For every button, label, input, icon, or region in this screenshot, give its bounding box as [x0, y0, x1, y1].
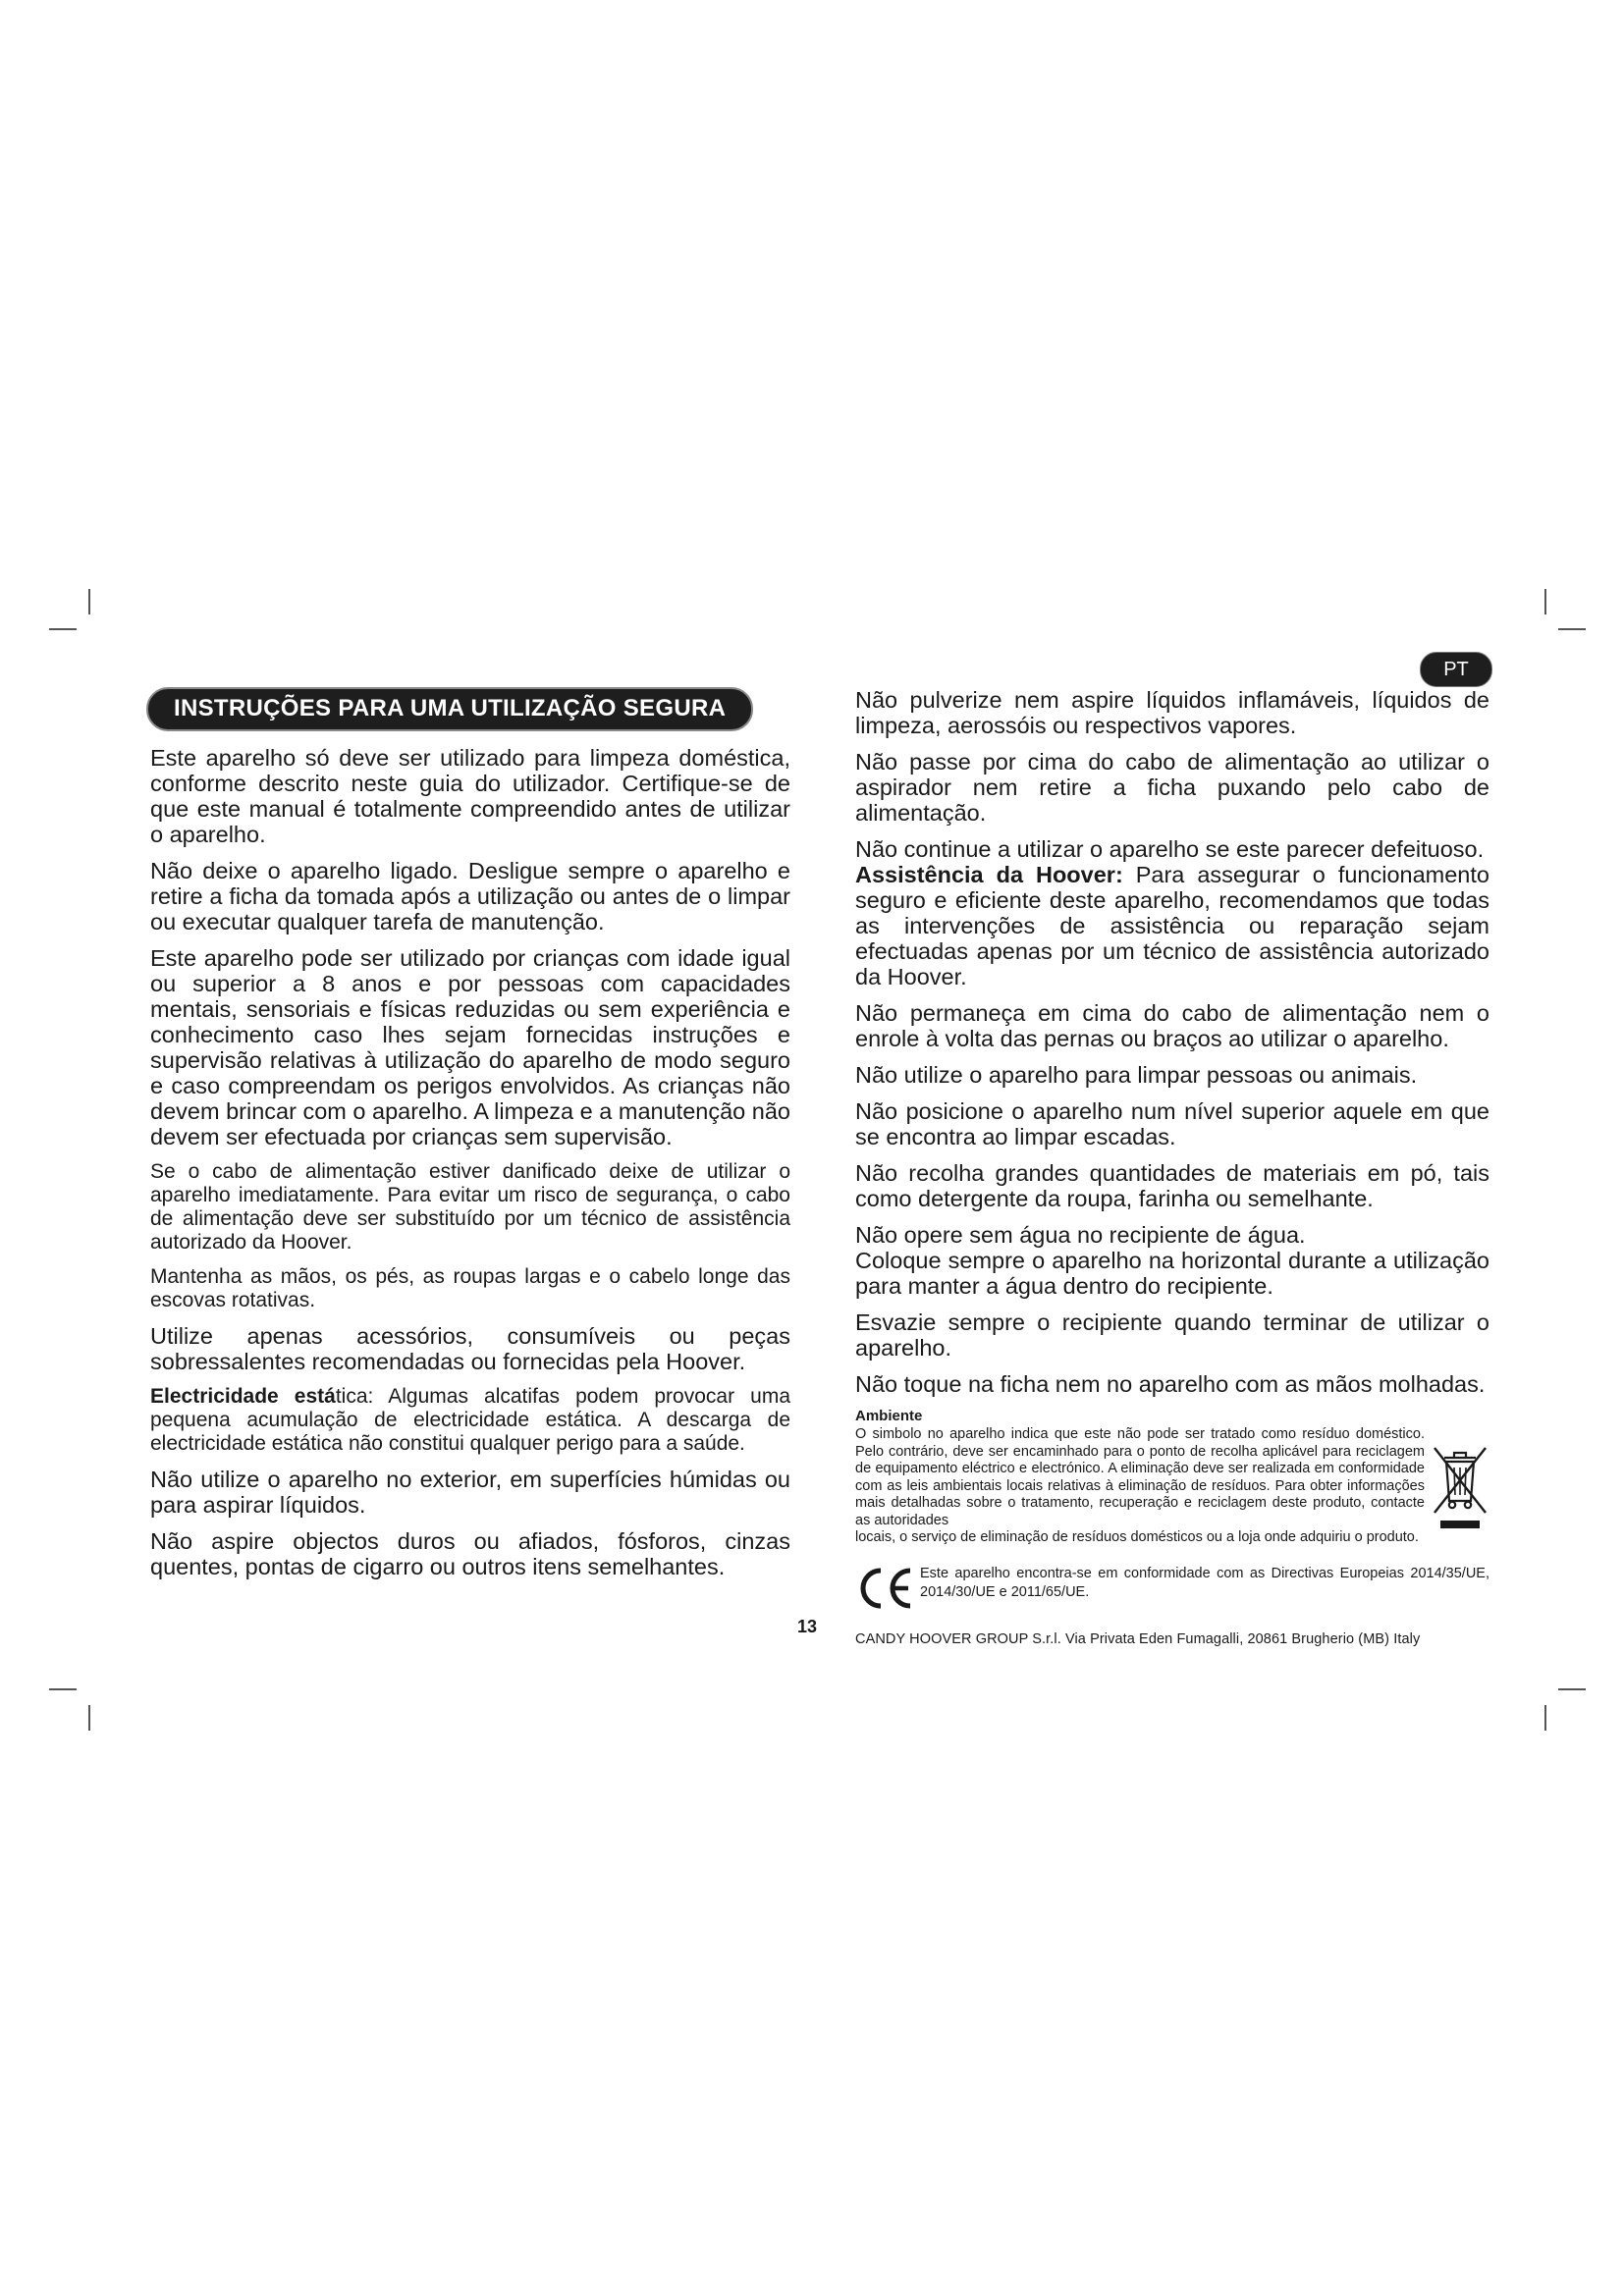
paragraph-damaged-cable: Se o cabo de alimentação estiver danificado deixe de utilizar o aparelho imediatamente. Para evitar um risco de segurança, o cabo de alimentação deve ser substituído por um técnico de assistência autorizado da Hoover. — [150, 1160, 790, 1254]
crop-mark — [1544, 1705, 1546, 1731]
ce-mark-icon — [855, 1565, 916, 1612]
paragraph-people-animals: Não utilize o aparelho para limpar pessoas ou animais. — [855, 1062, 1418, 1088]
paragraph-unplug: Não deixe o aparelho ligado. Desligue sempre o aparelho e retire a ficha da tomada após a utilização ou antes de o limpar ou executar qualquer tarefa de manutenção. — [150, 858, 790, 934]
paragraph-domestic-use: Este aparelho só deve ser utilizado para limpeza doméstica, conforme descrito neste guia do utilizador. Certifique-se de que este manual é totalmente compreendido antes de utilizar o aparelho. — [150, 745, 790, 847]
left-column — [150, 687, 790, 1590]
crop-mark — [49, 628, 77, 630]
crop-mark — [88, 1705, 90, 1731]
paragraph-outdoors: Não utilize o aparelho no exterior, em superfícies húmidas ou para aspirar líquidos. — [150, 1467, 790, 1518]
hoover-service-label: Assistência da Hoover: — [855, 862, 1123, 887]
paragraph-water-tank — [855, 1222, 1489, 1299]
crop-mark — [1544, 589, 1546, 614]
crop-mark — [1558, 1688, 1586, 1690]
paragraph-stand-on-cable: Não permaneça em cima do cabo de alimentação nem o enrole à volta das pernas ou braços ao utilizar o aparelho. — [855, 1000, 1489, 1051]
section-title: INSTRUÇÕES PARA UMA UTILIZAÇÃO SEGURA — [146, 687, 753, 731]
paragraph-accessories: Utilize apenas acessórios, consumíveis ou peças sobressalentes recomendadas ou fornecidas pela Hoover. — [150, 1323, 790, 1374]
environment-title: Ambiente — [855, 1408, 923, 1424]
environment-text-last: locais, o serviço de eliminação de resíduos domésticos ou a loja onde adquiriu o produto. — [855, 1529, 1419, 1545]
environment-section — [855, 1426, 1489, 1547]
paragraph-empty-tank: Esvazie sempre o recipiente quando terminar de utilizar o aparelho. — [855, 1309, 1489, 1361]
ce-text: Este aparelho encontra-se em conformidade com as Directivas Europeias 2014/35/UE, 2014/30/UE e 2011/65/UE. — [920, 1565, 1489, 1600]
hoover-service-text: Para assegurar o funcionamento seguro e eficiente deste aparelho, recomendamos que todas as intervenções de assistência ou reparação sejam efectuadas apenas por um técnico de assistência autorizado da Hoover. — [855, 862, 1489, 989]
crop-mark — [1558, 628, 1586, 630]
paragraph-power-cable: Não passe por cima do cabo de alimentação ao utilizar o aspirador nem retire a ficha puxando pelo cabo de alimentação. — [855, 749, 1489, 826]
paragraph-hard-objects: Não aspire objectos duros ou afiados, fósforos, cinzas quentes, pontas de cigarro ou outros itens semelhantes. — [150, 1528, 790, 1579]
weee-crossed-bin-icon — [1431, 1440, 1489, 1534]
paragraph-static-electricity — [150, 1385, 790, 1456]
paragraph-stairs: Não posicione o aparelho num nível superior aquele em que se encontra ao limpar escadas. — [855, 1098, 1489, 1149]
ce-conformity — [855, 1565, 1489, 1612]
crop-mark — [88, 589, 90, 614]
company-address: CANDY HOOVER GROUP S.r.l. Via Privata Eden Fumagalli, 20861 Brugherio (MB) Italy — [855, 1630, 1421, 1647]
page-number: 13 — [797, 1617, 818, 1636]
paragraph-hoover-service — [855, 836, 1489, 989]
paragraph-children: Este aparelho pode ser utilizado por crianças com idade igual ou superior a 8 anos e por pessoas com capacidades mentais, sensoriais e físicas reduzidas ou sem experiência e conhecimento caso lhes sejam fornecidas instruções e supervisão relativas à utilização do aparelho de modo seguro e caso compreendam os perigos envolvidos. As crianças não devem brincar com o aparelho. A limpeza e a manutenção não devem ser efectuada por crianças sem supervisão. — [150, 945, 790, 1149]
right-column — [855, 687, 1489, 1647]
horizontal-text: Coloque sempre o aparelho na horizontal durante a utilização para manter a água dentro do recipiente. — [855, 1248, 1489, 1299]
paragraph-wet-hands: Não toque na ficha nem no aparelho com as mãos molhadas. — [855, 1371, 1486, 1397]
static-electricity-text: tica: Algumas alcatifas podem provocar uma pequena acumulação de electricidade estática. A descarga de electricidade estática não constitui qualquer perigo para a saúde. — [150, 1385, 790, 1455]
paragraph-rotating-brushes: Mantenha as mãos, os pés, as roupas largas e o cabelo longe das escovas rotativas. — [150, 1265, 790, 1311]
static-electricity-label: Electricidade está — [150, 1385, 336, 1408]
environment-text: O simbolo no aparelho indica que este não pode ser tratado como resíduo doméstico. Pelo contrário, deve ser encaminhado para o ponto de recolha aplicável para reciclagem de equipamento eléctrico e electrónico. A eliminação deve ser realizada em conformidade com as leis ambientais locais relativas à eliminação de resíduos. Para obter informações mais detalhadas sobre o tratamento, recuperação e reciclagem deste produto, contacte as autoridades — [855, 1426, 1425, 1528]
water-tank-text: Não opere sem água no recipiente de água. — [855, 1222, 1306, 1248]
crop-mark — [49, 1688, 77, 1690]
defective-text: Não continue a utilizar o aparelho se este parecer defeituoso. — [855, 836, 1485, 862]
language-badge: PT — [1420, 652, 1492, 687]
paragraph-powder: Não recolha grandes quantidades de materiais em pó, tais como detergente da roupa, farinha ou semelhante. — [855, 1160, 1489, 1211]
paragraph-flammable-liquids: Não pulverize nem aspire líquidos inflamáveis, líquidos de limpeza, aerossóis ou respectivos vapores. — [855, 687, 1489, 738]
